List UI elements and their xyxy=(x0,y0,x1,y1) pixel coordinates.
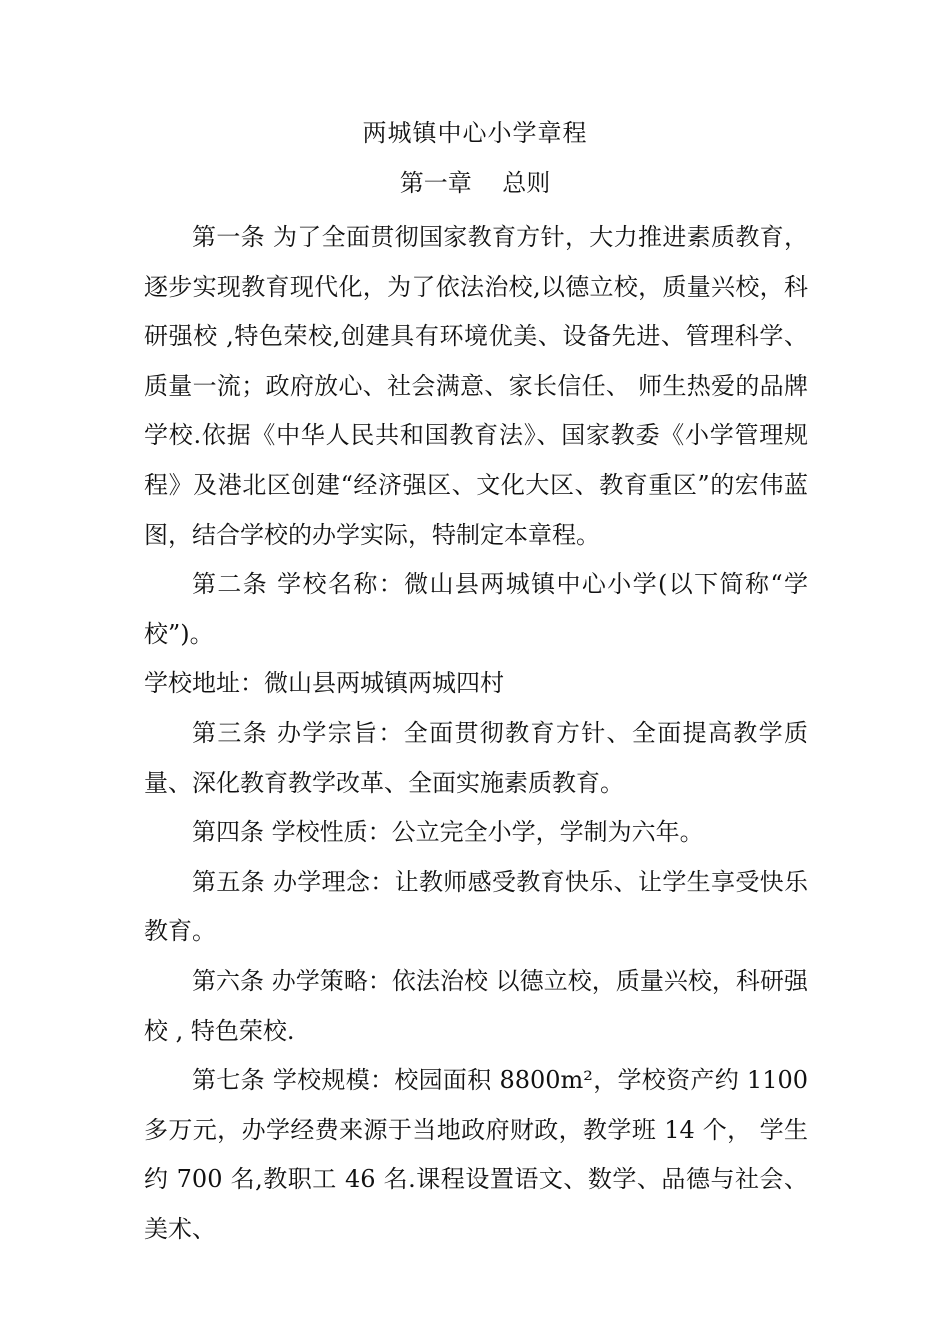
chapter-heading: 第一章 总则 xyxy=(399,169,551,197)
document-title: 两城镇中心小学章程 xyxy=(362,119,588,147)
article-2-paragraph: 第二条 学校名称：微山县两城镇中心小学(以下简称“学校”)。 xyxy=(144,570,808,648)
body-text xyxy=(144,213,808,1254)
article-5-paragraph: 第五条 办学理念：让教师感受教育快乐、让学生享受快乐教育。 xyxy=(144,867,808,946)
article-1-paragraph: 第一条 为了全面贯彻国家教育方针，大力推进素质教育，逐步实现教育现代化，为了依法治校,以德立校，质量兴校，科研强校 ,特色荣校,创建具有环境优美、设备先进、管理科学、质量一流；政府放心、社会满意、家长信任、 师生热爱的品牌学校.依据《中华人民共和国教育法》、国家教委《小学管理规程》及港北区创建“经济强区、文化大区、教育重区”的宏伟蓝图，结合学校的办学实际，特制定本章程。 xyxy=(144,223,808,549)
article-3-paragraph: 第三条 办学宗旨：全面贯彻教育方针、全面提高教学质量、深化教育教学改革、全面实施素质教育。 xyxy=(144,718,808,797)
article-7-paragraph: 第七条 学校规模：校园面积 8800m²，学校资产约 1100 多万元，办学经费来源于当地政府财政，教学班 14 个， 学生约 700 名,教职工 46 名.课程设置语文、数学、品德与社会、美术、 xyxy=(144,1066,808,1243)
article-6-paragraph: 第六条 办学策略：依法治校 以德立校，质量兴校，科研强校 , 特色荣校. xyxy=(144,966,808,1045)
article-4-paragraph: 第四条 学校性质：公立完全小学，学制为六年。 xyxy=(192,818,704,847)
school-address-paragraph: 学校地址：微山县两城镇两城四村 xyxy=(144,669,504,698)
